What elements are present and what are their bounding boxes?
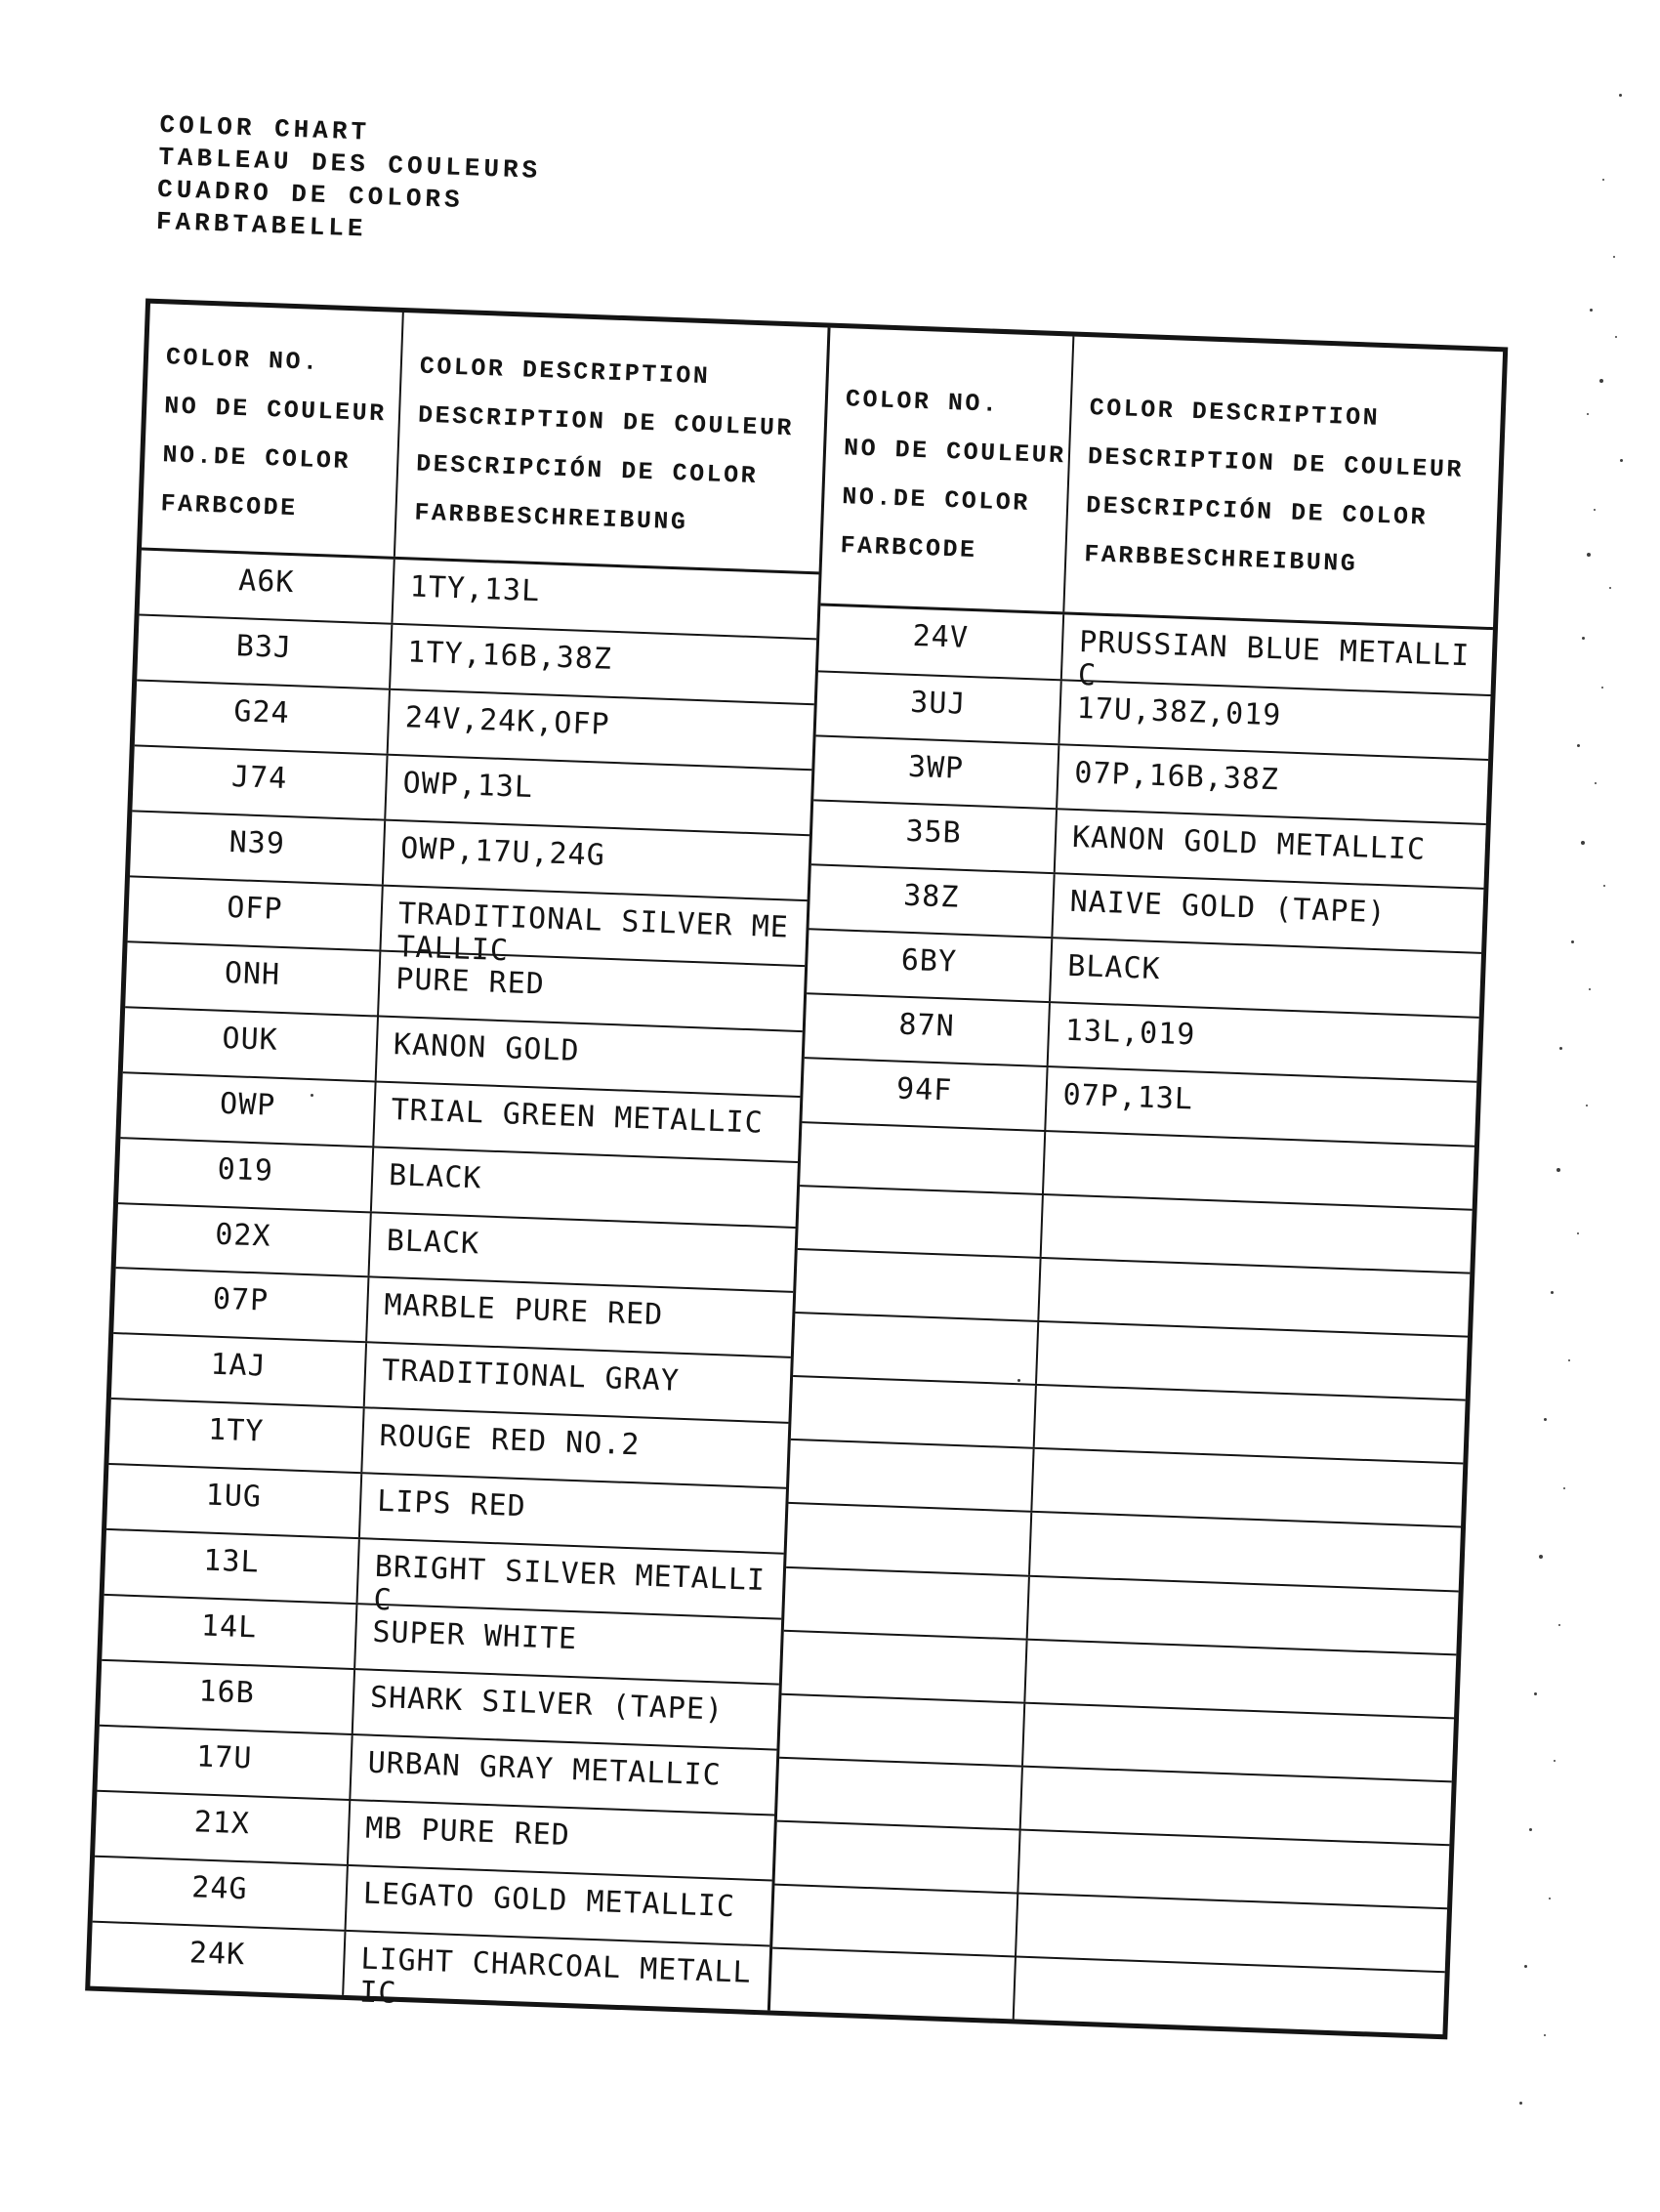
color-code-cell: 019 — [118, 1139, 374, 1211]
color-code-cell: OWP — [120, 1073, 376, 1146]
color-code-cell: 13L — [104, 1530, 360, 1603]
color-description-cell: TRADITIONAL GRAY — [381, 1354, 681, 1399]
header-line: COLOR NO. — [165, 343, 320, 377]
color-code-cell: 07P — [113, 1270, 369, 1342]
color-code-cell: N39 — [130, 812, 386, 884]
color-code-cell — [788, 1440, 1034, 1511]
header-line: NO DE COULEUR — [163, 392, 388, 429]
color-code-cell — [772, 1886, 1018, 1956]
table-left-half — [90, 304, 830, 2011]
color-code-cell: OFP — [128, 877, 384, 949]
table-header-row — [820, 328, 1503, 630]
color-code-cell: A6K — [140, 551, 395, 623]
color-code-cell — [784, 1567, 1030, 1638]
color-description-cell: BRIGHT SILVER METALLIC — [373, 1550, 767, 1618]
color-code-cell: 24K — [90, 1923, 346, 1995]
color-code-cell: B3J — [137, 615, 393, 688]
color-description-cell: 1TY,13L — [409, 569, 541, 609]
color-code-cell: 02X — [116, 1204, 372, 1276]
header-line: FARBCODE — [840, 531, 978, 565]
header-line: DESCRIPTION DE COULEUR — [1087, 442, 1465, 484]
color-description-cell: URBAN GRAY METALLIC — [367, 1745, 723, 1793]
color-description-cell: PRUSSIAN BLUE METALLIC — [1077, 624, 1471, 693]
color-code-cell: 24V — [818, 605, 1064, 679]
color-description-cell: BLACK — [388, 1157, 483, 1195]
header-line: FARBBESCHREIBUNG — [413, 498, 688, 537]
header-line: DESCRIPCIÓN DE COLOR — [1085, 491, 1429, 532]
color-description-cell — [1015, 1958, 1445, 2035]
color-code-cell: 38Z — [809, 865, 1056, 937]
header-color-description — [1064, 337, 1503, 628]
color-code-cell: 24G — [93, 1857, 349, 1930]
header-line: DESCRIPTION DE COULEUR — [417, 400, 795, 443]
title-line-es: CUADRO DE COLORS — [156, 174, 465, 216]
color-code-cell: 1AJ — [111, 1334, 367, 1406]
color-description-cell: MARBLE PURE RED — [383, 1288, 664, 1333]
color-code-cell: J74 — [132, 746, 388, 818]
table-header-row — [142, 304, 828, 575]
color-description-cell: MB PURE RED — [364, 1811, 571, 1854]
color-code-cell: 1TY — [108, 1399, 364, 1472]
color-chart-table — [85, 299, 1508, 2040]
color-code-cell — [795, 1250, 1041, 1320]
color-code-cell: 17U — [97, 1727, 353, 1799]
color-code-cell — [791, 1377, 1037, 1447]
header-color-no — [142, 304, 404, 557]
color-description-cell: SHARK SILVER (TAPE) — [369, 1680, 725, 1728]
color-code-cell — [793, 1314, 1039, 1384]
color-description-cell: SUPER WHITE — [371, 1614, 578, 1657]
header-color-no — [820, 328, 1074, 612]
color-code-cell: OUK — [123, 1008, 379, 1080]
color-description-cell: NAIVE GOLD (TAPE) — [1069, 884, 1388, 931]
color-description-cell: OWP,13L — [401, 766, 534, 805]
header-line: DESCRIPCIÓN DE COLOR — [415, 449, 759, 491]
color-code-cell — [798, 1187, 1044, 1257]
color-description-cell: OWP,17U,24G — [399, 831, 606, 873]
header-line: COLOR DESCRIPTION — [1089, 394, 1381, 433]
title-line-de: FARBTABELLE — [155, 206, 368, 244]
header-line: FARBBESCHREIBUNG — [1083, 540, 1358, 579]
header-line: NO.DE COLOR — [161, 440, 352, 477]
color-code-cell — [800, 1123, 1046, 1193]
title-line-fr: TABLEAU DES COULEURS — [157, 142, 542, 186]
header-color-description — [395, 313, 828, 571]
color-description-cell: 17U,38Z,019 — [1076, 690, 1282, 733]
color-code-cell — [786, 1504, 1032, 1574]
table-right-half — [770, 328, 1503, 2035]
color-description-cell: 07P,13L — [1061, 1077, 1194, 1117]
color-description-cell: TRADITIONAL SILVER METALLIC — [395, 896, 790, 969]
color-description-cell: KANON GOLD — [393, 1026, 581, 1068]
color-code-cell: 87N — [805, 994, 1051, 1065]
color-description-cell: 07P,16B,38Z — [1073, 755, 1280, 798]
color-code-cell: 6BY — [807, 930, 1053, 1001]
color-code-cell: 3WP — [813, 736, 1059, 808]
color-description-cell: BLACK — [1066, 948, 1162, 987]
title-line-en: COLOR CHART — [158, 109, 371, 147]
color-code-cell — [777, 1758, 1023, 1828]
color-description-cell: LIGHT CHARCOAL METALLIC — [358, 1941, 753, 2011]
color-code-cell: ONH — [125, 942, 381, 1015]
color-description-cell: KANON GOLD METALLIC — [1071, 819, 1427, 867]
color-description-cell: 24V,24K,OFP — [404, 700, 611, 742]
color-code-cell: 1UG — [106, 1465, 362, 1537]
color-description-cell: BLACK — [386, 1223, 480, 1261]
color-code-cell — [782, 1631, 1028, 1701]
left-rows — [90, 551, 818, 2011]
color-description-cell: PURE RED — [394, 961, 546, 1002]
page-title — [155, 109, 543, 252]
header-line: NO.DE COLOR — [841, 482, 1031, 519]
color-code-cell: G24 — [135, 681, 391, 753]
color-code-cell: 3UJ — [816, 672, 1062, 743]
right-rows — [770, 605, 1493, 2034]
color-description-cell: ROUGE RED NO.2 — [379, 1419, 641, 1463]
color-code-cell — [770, 1949, 1017, 2020]
color-code-cell: 14L — [102, 1596, 357, 1668]
color-code-cell: 35B — [811, 801, 1058, 872]
color-description-cell: 1TY,16B,38Z — [406, 635, 613, 677]
color-description-cell: LEGATO GOLD METALLIC — [362, 1876, 736, 1925]
color-code-cell: 21X — [95, 1792, 351, 1864]
header-line: COLOR NO. — [845, 385, 1000, 419]
header-line: NO DE COULEUR — [843, 434, 1067, 471]
header-line: FARBCODE — [160, 489, 299, 523]
color-description-cell: LIPS RED — [376, 1484, 527, 1524]
color-description-cell: 13L,019 — [1064, 1013, 1196, 1053]
color-code-cell: 16B — [100, 1661, 355, 1733]
color-code-cell — [775, 1822, 1021, 1893]
color-code-cell: 94F — [802, 1059, 1048, 1130]
color-description-cell: TRIAL GREEN METALLIC — [390, 1092, 765, 1141]
header-line: COLOR DESCRIPTION — [419, 352, 711, 392]
color-code-cell — [779, 1694, 1025, 1765]
